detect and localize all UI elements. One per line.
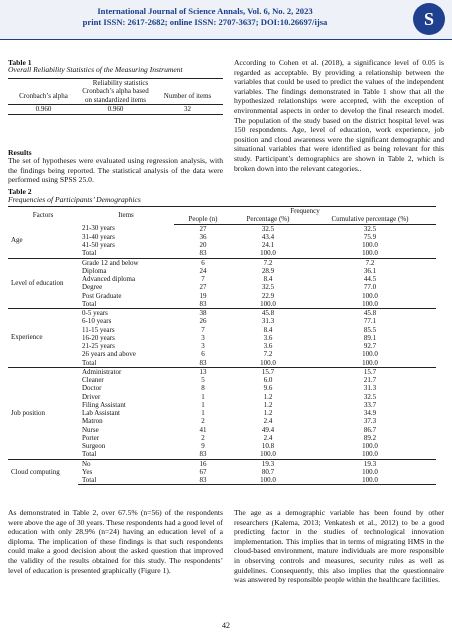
percentage-cell: 31.3 [261, 317, 275, 326]
people-cell: 6 [174, 258, 232, 267]
factor-cell: Cloud computing [8, 459, 78, 485]
table2-header-people: People (n) [174, 215, 232, 224]
cumulative-cell: 77.0 [363, 283, 377, 292]
item-cell: Nurse [82, 425, 99, 434]
table2-header-percentage: Percentage (%) [232, 215, 304, 224]
cumulative-cell: 100.0 [362, 467, 378, 476]
item-cell: 21-30 years [82, 224, 115, 233]
table2-caption: Frequencies of Participants’ Demographics [8, 195, 141, 204]
cumulative-cell: 100.0 [362, 299, 378, 308]
item-cell: Post Graduate [82, 291, 122, 300]
item-cell: Total [78, 476, 174, 485]
journal-issn: print ISSN: 2617-2682; online ISSN: 2707-3637; DOI:10.26697/ijsa [82, 17, 328, 27]
people-cell: 7 [201, 325, 205, 334]
item-cell: Degree [82, 283, 103, 292]
item-cell: Porter [82, 433, 100, 442]
cumulative-cell: 100.0 [362, 358, 378, 367]
cumulative-cell: 100.0 [362, 291, 378, 300]
percentage-cell: 45.8 [232, 309, 304, 318]
item-cell: Diploma [82, 266, 107, 275]
people-cell: 3 [201, 342, 205, 350]
factor-cell: Level of education [8, 258, 78, 309]
people-cell: 36 [199, 232, 207, 241]
percentage-cell: 8.4 [263, 325, 273, 334]
people-cell: 26 [199, 317, 207, 326]
percentage-cell: 100.0 [260, 358, 276, 367]
cumulative-cell: 89.2 [363, 433, 377, 442]
people-cell: 27 [199, 283, 207, 292]
percentage-cell: 1.2 [263, 409, 273, 417]
percentage-cell: 32.5 [261, 283, 275, 292]
percentage-cell: 3.6 [263, 342, 273, 350]
item-cell: Total [82, 249, 97, 258]
table1-col3: Number of items [152, 87, 223, 104]
table-row [8, 459, 436, 468]
item-cell: Cleaner [82, 376, 104, 384]
item-cell: Total [82, 299, 97, 308]
table-row [8, 367, 436, 376]
cumulative-cell: 44.5 [363, 275, 377, 283]
cumulative-cell: 100.0 [362, 450, 378, 459]
people-cell: 27 [199, 224, 207, 233]
people-cell: 2 [201, 417, 205, 426]
table2-header-factors: Factors [8, 207, 78, 225]
cumulative-cell: 37.3 [363, 417, 377, 426]
cumulative-cell: 34.9 [363, 409, 377, 417]
item-cell: Matron [82, 417, 103, 426]
item-cell: Advanced diploma [82, 275, 136, 283]
item-cell: 21-25 years [82, 342, 115, 350]
percentage-cell: 100.0 [232, 476, 304, 485]
table1-value: 0.960 [8, 105, 79, 114]
people-cell: 7 [201, 275, 205, 283]
percentage-cell: 43.4 [261, 232, 275, 241]
item-cell: 0-5 years [78, 309, 174, 318]
percentage-cell: 100.0 [260, 249, 276, 258]
journal-header [0, 0, 452, 40]
people-cell: 41 [199, 425, 207, 434]
factor-cell: Age [11, 236, 23, 245]
bottom-left-paragraph: As demonstrated in Table 2, over 67.5% (n=56) of the respondents were above the age of 30 years. These respondents had a good level of education with only 28.9% (n=24) having an education level of a diploma. The implication of these findings is that such respondents could make a good decision about the asked question that improved the validity of the results obtained for this study. The respondents’ level of education is presented graphically (Figure 1). [8, 508, 223, 575]
item-cell: Grade 12 and below [78, 258, 174, 267]
people-cell: 8 [201, 384, 205, 393]
cumulative-cell: 7.2 [304, 258, 436, 267]
people-cell: 1 [201, 392, 205, 401]
people-cell: 1 [201, 400, 205, 409]
table2-demographics [8, 206, 436, 485]
table1-group-header: Reliability statistics [8, 79, 223, 88]
table1-col2: Cronbach’s alpha based on standardized items [79, 87, 152, 104]
cumulative-cell: 21.7 [363, 376, 377, 384]
item-cell: Lab Assistant [82, 409, 120, 417]
journal-title: International Journal of Science Annals, Vol. 6, No. 2, 2023 [97, 6, 313, 16]
cumulative-cell: 15.7 [304, 367, 436, 376]
table1-col1: Cronbach’s alpha [8, 87, 79, 104]
percentage-cell: 7.2 [232, 258, 304, 267]
percentage-cell: 100.0 [260, 299, 276, 308]
cumulative-cell: 75.9 [363, 232, 377, 241]
people-cell: 9 [201, 442, 205, 450]
people-cell: 83 [199, 299, 207, 308]
cumulative-cell: 86.7 [363, 425, 377, 434]
people-cell: 83 [199, 249, 207, 258]
percentage-cell: 49.4 [261, 425, 275, 434]
people-cell: 16 [174, 459, 232, 468]
cumulative-cell: 32.5 [363, 392, 377, 401]
item-cell: Filing Assistant [82, 400, 126, 409]
percentage-cell: 22.9 [261, 291, 275, 300]
results-paragraph: The set of hypotheses were evaluated using regression analysis, with the findings being reported. The statistical analysis of the data were performed using SPSS 25.0. [8, 156, 223, 185]
item-cell: 41-50 years [82, 241, 115, 249]
percentage-cell: 28.9 [261, 266, 275, 275]
item-cell: 31-40 years [82, 232, 115, 241]
people-cell: 67 [199, 467, 207, 476]
percentage-cell: 1.2 [263, 400, 273, 409]
cumulative-cell: 100.0 [362, 442, 378, 450]
cumulative-cell: 45.8 [304, 309, 436, 318]
item-cell: Surgeon [82, 442, 106, 450]
cumulative-cell: 92.7 [363, 342, 377, 350]
table1-caption: Overall Reliability Statistics of the Measuring Instrument [8, 65, 183, 74]
people-cell: 1 [201, 409, 205, 417]
percentage-cell: 8.4 [263, 275, 273, 283]
people-cell: 20 [199, 241, 207, 249]
table1-value: 32 [152, 105, 223, 114]
percentage-cell: 19.3 [232, 459, 304, 468]
people-cell: 83 [199, 450, 207, 459]
item-cell: Total [82, 358, 97, 367]
percentage-cell: 15.7 [232, 367, 304, 376]
table-row [8, 224, 436, 233]
percentage-cell: 10.8 [261, 442, 275, 450]
percentage-cell: 7.2 [263, 350, 273, 359]
people-cell: 24 [199, 266, 207, 275]
table2-label: Table 2 [8, 187, 32, 196]
people-cell: 13 [174, 367, 232, 376]
item-cell: Total [82, 450, 97, 459]
cumulative-cell: 33.7 [363, 400, 377, 409]
item-cell: 11-15 years [82, 325, 115, 334]
people-cell: 5 [201, 376, 205, 384]
percentage-cell: 100.0 [260, 450, 276, 459]
table2-header-items: Items [78, 207, 174, 225]
cumulative-cell: 100.0 [362, 249, 378, 258]
people-cell: 2 [201, 433, 205, 442]
percentage-cell: 3.6 [263, 333, 273, 342]
table-row [8, 309, 436, 318]
cumulative-cell: 32.5 [363, 224, 377, 233]
table2-header-frequency: Frequency [174, 207, 436, 216]
item-cell: Driver [82, 392, 101, 401]
people-cell: 38 [174, 309, 232, 318]
percentage-cell: 2.4 [263, 433, 273, 442]
percentage-cell: 6.0 [263, 376, 273, 384]
right-column-paragraph: According to Cohen et al. (2018), a significance level of 0.05 is regarded as acceptable. By providing a relationship between the variables that could be used to predict the values of the independent variables. The findings demonstrated in Table 1 show that all the hypothesized relationships were accepted, with the exception of environmental aspects in order to develop the final research model. The population of the study based on the district hospital level was 150 respondents. Age, level of education, work experience, job position and cloud awareness were the significant demographic and situational variables that were identified as being relevant for this study. Participant’s demographics are shown in Table 2, which is broken down into the relevant categories.. [234, 58, 444, 173]
percentage-cell: 24.1 [261, 241, 275, 249]
cumulative-cell: 19.3 [304, 459, 436, 468]
table1-label: Table 1 [8, 58, 32, 67]
results-heading: Results [8, 148, 32, 157]
table1-reliability [8, 78, 223, 115]
people-cell: 83 [199, 358, 207, 367]
item-cell: 26 years and above [82, 350, 136, 359]
journal-logo: S [413, 3, 445, 35]
cumulative-cell: 31.3 [363, 384, 377, 393]
item-cell: Yes [82, 467, 93, 476]
percentage-cell: 9.6 [263, 384, 273, 393]
cumulative-cell: 77.1 [363, 317, 377, 326]
item-cell: Administrator [78, 367, 174, 376]
cumulative-cell: 36.1 [363, 266, 377, 275]
cumulative-cell: 89.1 [363, 333, 377, 342]
cumulative-cell: 100.0 [362, 350, 378, 359]
item-cell: No [78, 459, 174, 468]
factor-cell: Job position [8, 367, 78, 459]
cumulative-cell: 100.0 [304, 476, 436, 485]
header-divider [0, 39, 452, 40]
percentage-cell: 2.4 [263, 417, 273, 426]
table1-value: 0.960 [79, 105, 152, 114]
cumulative-cell: 85.5 [363, 325, 377, 334]
cumulative-cell: 100.0 [362, 241, 378, 249]
item-cell: 16-20 years [82, 333, 115, 342]
bottom-right-paragraph: The age as a demographic variable has been found by other researchers (Kalema, 2013; Venkatesh et al., 2012) to be a good predicting factor in the studies of technological innovation implementation. This implies that in terms of migrating HMS in the cloud-based environment, mature individuals are more responsible in observing controls and measures, security rules as well as guidelines. Consequently, this also implies that the questionnaire was answered by responsible people within the healthcare facilities. [234, 508, 444, 585]
people-cell: 3 [201, 333, 205, 342]
item-cell: 6-10 years [82, 317, 112, 326]
people-cell: 83 [174, 476, 232, 485]
percentage-cell: 32.5 [261, 224, 275, 233]
factor-cell: Experience [8, 309, 78, 368]
page-number: 42 [222, 621, 230, 630]
percentage-cell: 80.7 [261, 467, 275, 476]
people-cell: 19 [199, 291, 207, 300]
people-cell: 6 [201, 350, 205, 359]
table-row [8, 258, 436, 267]
percentage-cell: 1.2 [263, 392, 273, 401]
item-cell: Doctor [82, 384, 102, 393]
table2-header-cumulative: Cumulative percentage (%) [304, 215, 436, 224]
